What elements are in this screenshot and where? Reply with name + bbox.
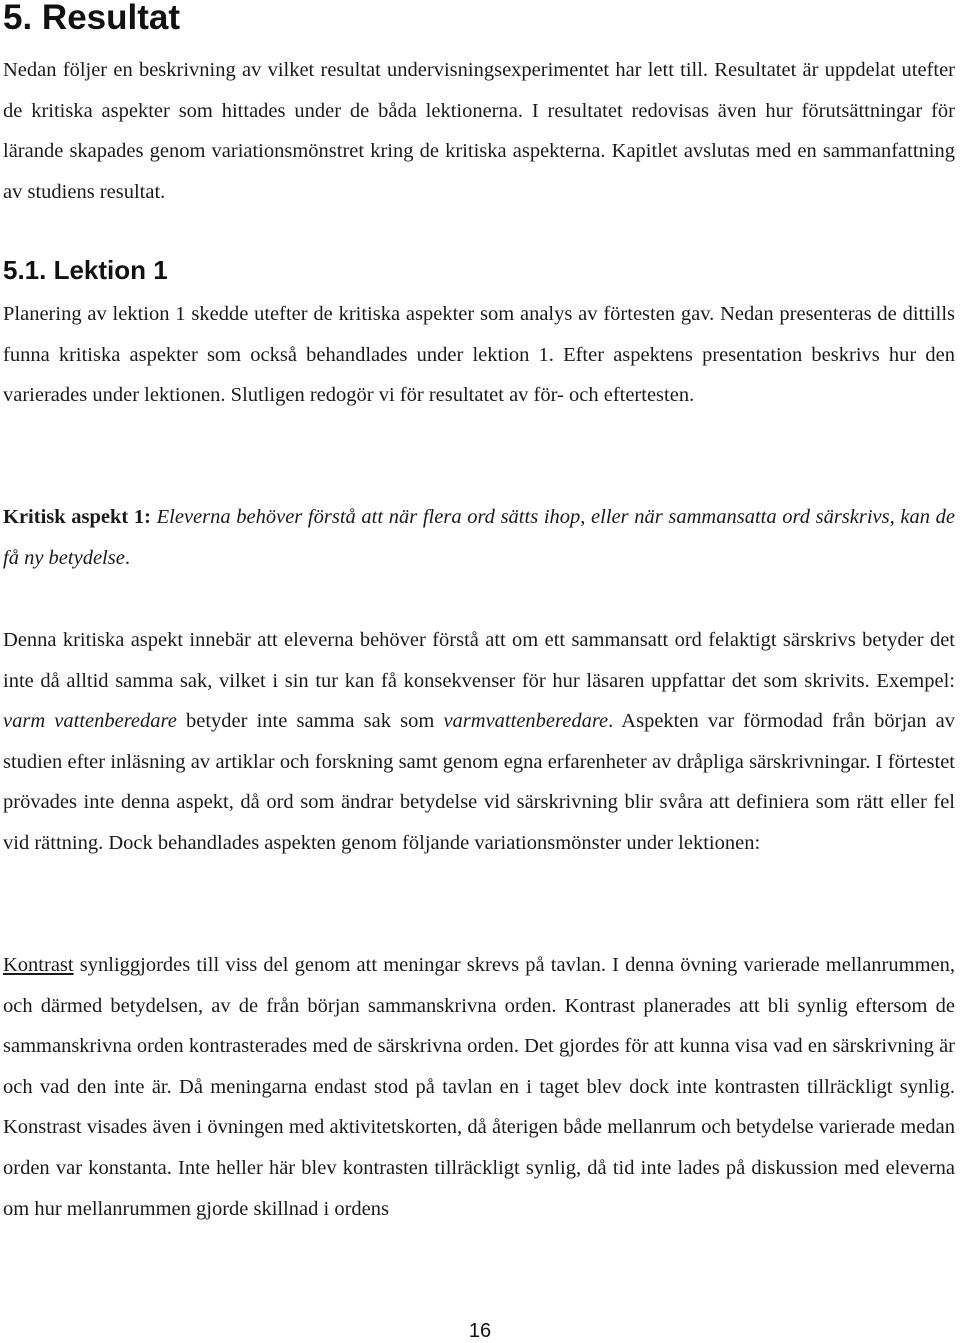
- critical-aspect-label: Kritisk aspekt 1:: [3, 506, 151, 528]
- page-number: 16: [468, 1320, 492, 1342]
- example-separated-word: varm vattenberedare: [3, 710, 177, 733]
- subsection-heading: 5.1. Lektion 1: [3, 255, 168, 285]
- aspect-description-part3: . Aspekten var förmodad från början av studien efter inläsning av artiklar och forskning samt genom egna erfarenheter av dråpliga särskrivningar. I förtestet prövades inte denna aspekt, då ord som ändrar betydelse vid särskrivning blir svåra att definiera som rätt eller fel vid rättning. Dock behandlades aspekten genom följande variationsmönster under lektionen:: [3, 710, 956, 854]
- aspect-description-part1: Denna kritiska aspekt innebär att eleverna behöver förstå att om ett sammansatt ord felaktigt särskrivs betyder det inte då alltid samma sak, vilket i sin tur kan få konsekvenser för hur läsaren uppfattar det som skrivits. Exempel:: [3, 629, 955, 692]
- critical-aspect-end: .: [124, 546, 130, 569]
- critical-aspect-text: Eleverna behöver förstå att när flera ord sätts ihop, eller när sammansatta ord särskrivs, kan de få ny betydelse: [3, 506, 955, 569]
- critical-aspect-paragraph: [3, 497, 955, 578]
- aspect-description-paragraph: [3, 620, 955, 864]
- aspect-description-part2: betyder inte samma sak som: [176, 710, 444, 733]
- intro-paragraph: Nedan följer en beskrivning av vilket resultat undervisningsexperimentet har lett till. Resultatet är uppdelat utefter de kritiska aspekter som hittades under de båda lektionerna. I resultatet redovisas även hur förutsättningar för lärande skapades genom variationsmönstret kring de kritiska aspekterna. Kapitlet avslutas med en sammanfattning av studiens resultat.: [3, 59, 955, 203]
- kontrast-paragraph: [3, 945, 955, 1229]
- kontrast-label: Kontrast: [3, 954, 74, 976]
- lektion-paragraph: Planering av lektion 1 skedde utefter de kritiska aspekter som analys av förtesten gav. Nedan presenteras de dittills funna kritiska aspekter som också behandlades under lektion 1. Efter aspektens presentation beskrivs hur den varierades under lektionen. Slutligen redogör vi för resultatet av för- och eftertesten.: [3, 303, 955, 407]
- kontrast-text: synliggjordes till viss del genom att meningar skrevs på tavlan. I denna övning varierade mellanrummen, och därmed betydelsen, av de från början sammanskrivna orden. Kontrast planerades att bli synlig eftersom de sammanskrivna orden kontrasterades med de särskrivna orden. Det gjordes för att kunna visa vad en särskrivning är och vad den inte är. Då meningarna endast stod på tavlan en i taget blev dock inte kontrasten tillräckligt synlig. Konstrast visades även i övningen med aktivitetskorten, då återigen både mellanrum och betydelse varierade medan orden var konstanta. Inte heller här blev kontrasten tillräckligt synlig, då tid inte lades på diskussion med eleverna om hur mellanrummen gjorde skillnad i ordens: [3, 954, 955, 1220]
- example-compound-word: varmvattenberedare: [443, 710, 609, 733]
- section-heading: 5. Resultat: [3, 0, 180, 37]
